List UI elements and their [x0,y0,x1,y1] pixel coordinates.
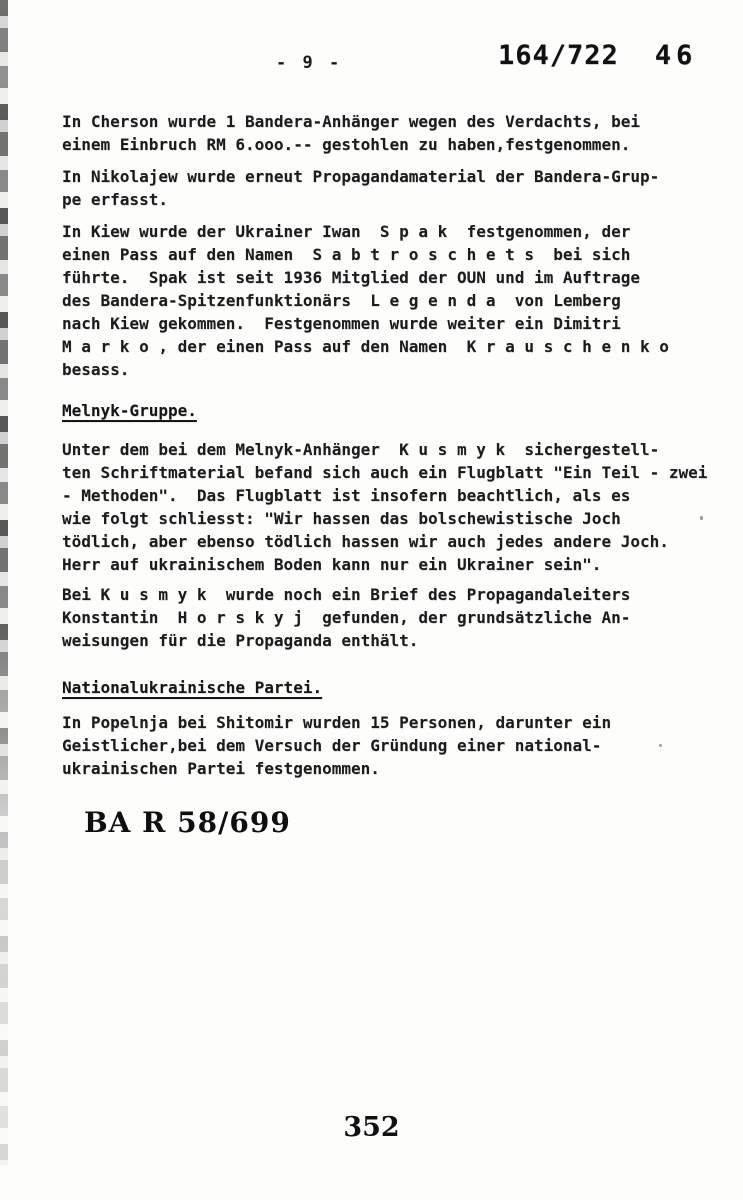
text-line: - Methoden". Das Flugblatt ist insofern beachtlich, als es [62,486,631,505]
section-heading-melnyk: Melnyk-Gruppe. [62,401,197,420]
text-line: Konstantin H o r s k y j gefunden, der grundsätzliche An- [62,608,631,627]
text-line: In Nikolajew wurde erneut Propagandamaterial der Bandera-Grup- [62,167,660,186]
text-line: Herr auf ukrainischem Boden kann nur ein Ukrainer sein". [62,555,602,574]
text-line: In Kiew wurde der Ukrainer Iwan S p a k festgenommen, der [62,222,631,241]
text-line: besass. [62,360,130,379]
text-line: M a r k o , der einen Pass auf den Namen K r a u s c h e n k o [62,337,669,356]
reference-number: 164/722 [498,40,619,71]
text-line: einen Pass auf den Namen S a b t r o s c h e t s bei sich [62,245,631,264]
text-line: pe erfasst. [62,190,168,209]
text-line: ten Schriftmaterial befand sich auch ein Flugblatt "Ein Teil - zwei [62,463,708,482]
text-line: nach Kiew gekommen. Festgenommen wurde weiter ein Dimitri [62,314,621,333]
paragraph-partei [62,711,722,780]
text-line: wie folgt schliesst: "Wir hassen das bolschewistische Joch [62,509,621,528]
text-line: In Popelnja bei Shitomir wurden 15 Personen, darunter ein [62,713,612,732]
text-line: tödlich, aber ebenso tödlich hassen wir auch jedes andere Joch. [62,532,669,551]
text-line: führte. Spak ist seit 1936 Mitglied der OUN und im Auftrage [62,268,640,287]
text-line: einem Einbruch RM 6.ooo.-- gestohlen zu haben,festgenommen. [62,135,631,154]
paragraph-kiew [62,220,722,381]
paragraph-nikolajew [62,165,722,211]
page-marker: - 9 - [276,53,343,73]
paragraph-melnyk [62,438,722,576]
text-line: weisungen für die Propaganda enthält. [62,631,419,650]
reference-suffix: 46 [654,40,698,71]
scan-edge-artifact [0,0,8,1165]
text-line: Unter dem bei dem Melnyk-Anhänger K u s m y k sichergestell- [62,440,660,459]
text-line: des Bandera-Spitzenfunktionärs L e g e n d a von Lemberg [62,291,621,310]
text-line: Geistlicher,bei dem Versuch der Gründung einer national- [62,736,602,755]
paragraph-cherson [62,110,722,156]
text-line: ukrainischen Partei festgenommen. [62,759,380,778]
paragraph-kusmyk [62,583,722,652]
page-number: 352 [343,1112,400,1143]
archive-stamp: BA R 58/699 [84,806,291,839]
text-line: In Cherson wurde 1 Bandera-Anhänger wegen des Verdachts, bei [62,112,640,131]
text-line: Bei K u s m y k wurde noch ein Brief des Propagandaleiters [62,585,631,604]
document-reference [498,40,697,71]
section-heading-partei: Nationalukrainische Partei. [62,678,323,697]
